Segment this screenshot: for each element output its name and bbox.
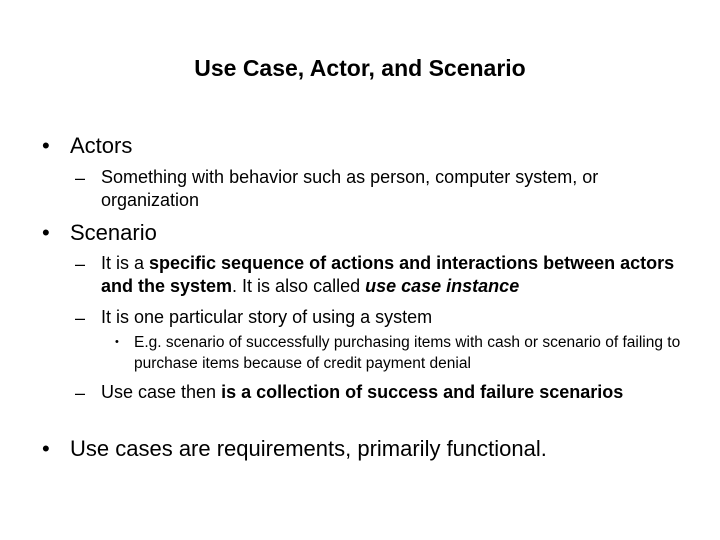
scenario-definition-part1: It is a xyxy=(101,253,150,273)
heading-scenario: Scenario xyxy=(70,220,157,245)
dash-scenario-sub3: – xyxy=(75,383,86,403)
dash-scenario-sub1: – xyxy=(75,254,86,274)
dash-actors-definition: – xyxy=(75,168,86,188)
use-case-collection xyxy=(101,381,661,404)
scenario-definition-bold: specific sequence of actions and interactions between actors and the system xyxy=(101,253,675,296)
slide-title: Use Case, Actor, and Scenario xyxy=(194,55,526,81)
scenario-definition-part2: . It is also called xyxy=(232,276,366,296)
bullet-actors: • xyxy=(42,133,50,158)
use-cases-requirements: Use cases are requirements, primarily functional. xyxy=(70,436,547,461)
bullet-use-cases: • xyxy=(42,436,50,461)
scenario-definition xyxy=(101,252,691,298)
heading-actors: Actors xyxy=(70,133,133,158)
use-case-collection-part1: Use case then xyxy=(101,382,222,402)
scenario-example: E.g. scenario of successfully purchasing items with cash or scenario of failing to purchase items because of credit payment denial xyxy=(134,334,681,372)
use-case-collection-bold: is a collection of success and failure scenarios xyxy=(221,382,624,402)
actors-definition: Something with behavior such as person, computer system, or organization xyxy=(101,167,599,210)
use-case-instance-term: use case instance xyxy=(365,276,520,296)
bullet-scenario: • xyxy=(42,220,50,245)
dash-scenario-sub2: – xyxy=(75,308,86,328)
scenario-story: It is one particular story of using a system xyxy=(101,307,433,327)
bullet-example: • xyxy=(115,336,119,348)
